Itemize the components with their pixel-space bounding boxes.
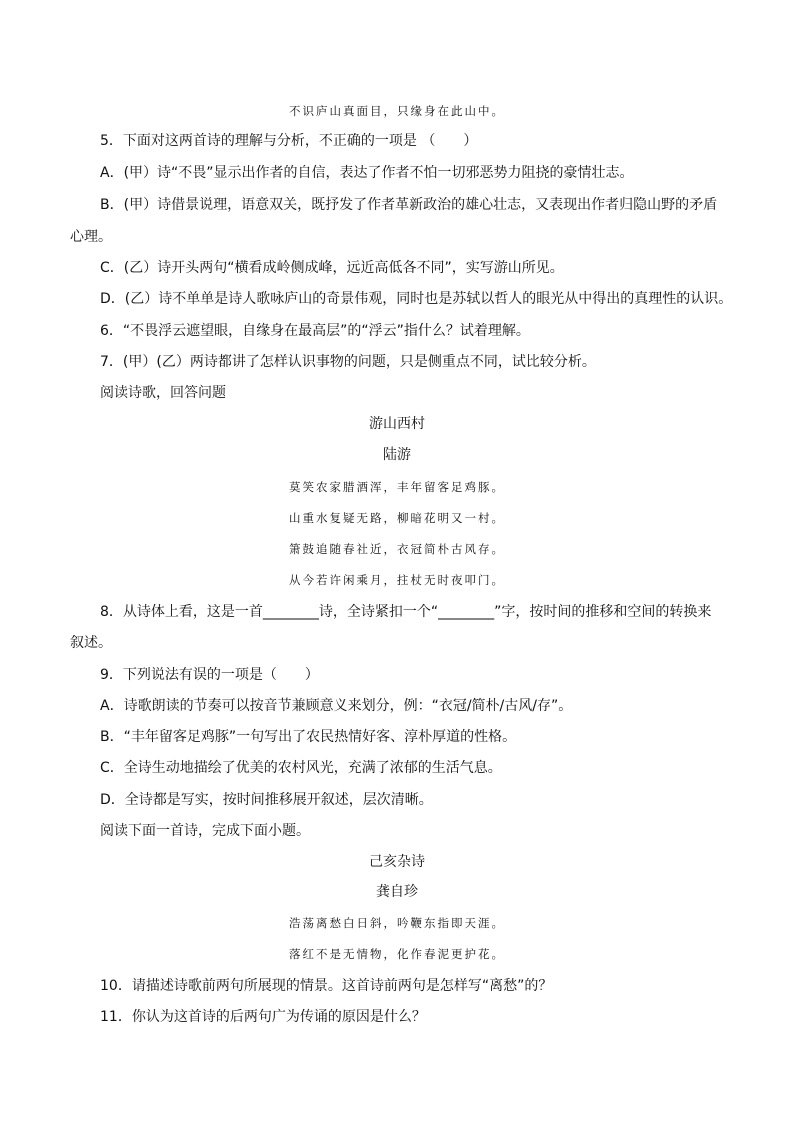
question-10: 10．请描述诗歌前两句所展现的情景。这首诗前两句是怎样写“离愁”的？ — [100, 978, 553, 994]
question-5-option-d: D．(乙）诗不单单是诗人歌咏庐山的奇景伟观，同时也是苏轼以哲人的眼光从中得出的真理性的认识。 — [100, 291, 733, 307]
question-5-option-b: B．(甲）诗借景说理，语意双关，既抒发了作者革新政治的雄心壮志，又表现出作者归隐山野的矛盾 — [100, 197, 718, 213]
question-9-option-a: A．诗歌朗读的节奏可以按音节兼顾意义来划分，例：“衣冠/简朴/古风/存”。 — [100, 698, 573, 714]
poem2-line-2: 山重水复疑无路，柳暗花明又一村。 — [289, 511, 505, 525]
question-9-option-c: C．全诗生动地描绘了优美的农村风光，充满了浓郁的生活气息。 — [100, 760, 502, 776]
poem3-line-1: 浩荡离愁白日斜，吟鞭东指即天涯。 — [289, 916, 505, 930]
question-11: 11．你认为这首诗的后两句广为传诵的原因是什么？ — [100, 1009, 426, 1025]
poem3-author: 龚自珍 — [376, 884, 418, 900]
question-5-option-a: A．(甲）诗“不畏”显示出作者的自信，表达了作者不怕一切邪恶势力阻挠的豪情壮志。 — [100, 165, 634, 181]
poem1-last-line: 不识庐山真面目，只缘身在此山中。 — [289, 104, 505, 118]
question-7: 7．(甲）(乙）两诗都讲了怎样认识事物的问题，只是侧重点不同，试比较分析。 — [100, 354, 596, 370]
question-5-stem: 5．下面对这两首诗的理解与分析，不正确的一项是 （ ） — [100, 133, 478, 149]
question-6: 6．“不畏浮云遮望眼，自缘身在最高层”的“浮云”指什么？试着理解。 — [100, 323, 530, 339]
question-5-option-b-continued: 心理。 — [70, 229, 112, 245]
poem2-line-3: 箫鼓追随春社近，衣冠简朴古风存。 — [289, 542, 505, 556]
question-8-continued: 叙述。 — [70, 635, 112, 651]
poem3-title: 己亥杂诗 — [369, 854, 425, 870]
question-5-option-c: C．(乙）诗开头两句“横看成岭侧成峰，远近高低各不同”，实写游山所见。 — [100, 260, 564, 276]
reading-instruction-3: 阅读下面一首诗，完成下面小题。 — [100, 823, 310, 839]
question-9-option-d: D．全诗都是写实，按时间推移展开叙述，层次清晰。 — [100, 792, 433, 808]
poem2-title: 游山西村 — [369, 416, 425, 432]
poem2-line-1: 莫笑农家腊酒浑，丰年留客足鸡豚。 — [289, 480, 505, 494]
reading-instruction-2: 阅读诗歌，回答问题 — [100, 385, 226, 401]
question-8: 8．从诗体上看，这是一首________诗，全诗紧扣一个“________”字，按时间的推移和空间的转换来 — [100, 604, 712, 620]
poem2-author: 陆游 — [383, 447, 411, 463]
poem2-line-4: 从今若许闲乘月，拄杖无时夜叩门。 — [289, 573, 505, 587]
poem3-line-2: 落红不是无情物，化作春泥更护花。 — [289, 947, 505, 961]
question-9-option-b: B．“丰年留客足鸡豚”一句写出了农民热情好客、淳朴厚道的性格。 — [100, 729, 517, 745]
question-9-stem: 9．下列说法有误的一项是（ ） — [100, 667, 319, 683]
